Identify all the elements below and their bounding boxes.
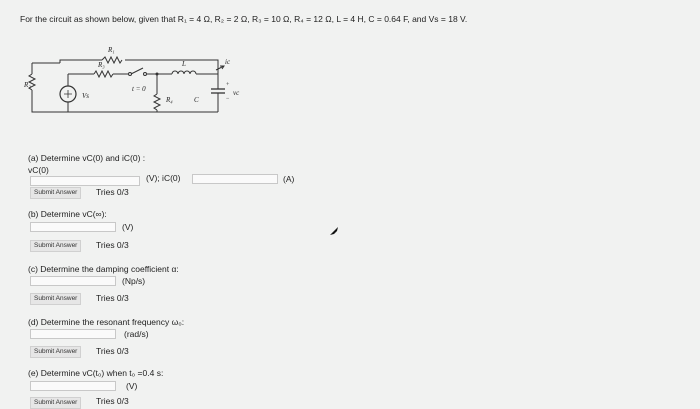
resistor-r4 [154, 94, 160, 110]
part-b-tries: Tries 0/3 [96, 240, 129, 250]
part-c-unit: (Np/s) [122, 276, 146, 286]
part-a-tries: Tries 0/3 [96, 187, 129, 197]
problem-statement: For the circuit as shown below, given that R₁ = 4 Ω, R₂ = 2 Ω, R₃ = 10 Ω, R₄ = 12 Ω, L = 4 H, C = 0.64 F, and Vs = 18 V. [20, 14, 468, 24]
wire-top-left [60, 60, 102, 63]
label-plus: + [226, 82, 230, 88]
label-r1: R₁ [108, 46, 115, 54]
label-vc: vc [233, 89, 240, 97]
resistor-r1 [102, 57, 122, 63]
label-l: L [182, 60, 186, 68]
resistor-r3 [94, 71, 113, 77]
label-c: C [194, 96, 199, 104]
vct0-input[interactable] [30, 381, 116, 391]
switch-blade [131, 68, 143, 74]
source-plus-sign [64, 90, 72, 98]
label-vs: Vs [82, 92, 89, 100]
label-r3: R₃ [98, 61, 105, 69]
part-e-unit: (V) [126, 381, 138, 391]
omega0-input[interactable] [30, 329, 116, 339]
mouse-cursor-icon [329, 226, 339, 236]
vc0-input[interactable] [30, 176, 140, 186]
inductor-l [172, 71, 196, 74]
part-a-label: (a) Determine vC(0) and iC(0) : [28, 153, 146, 163]
label-ic: ic [225, 58, 231, 66]
part-e-label: (e) Determine vC(t₀) when t₀ =0.4 s: [28, 368, 164, 378]
part-a-submit-button[interactable]: Submit Answer [30, 187, 81, 199]
part-c-label: (c) Determine the damping coefficient α: [28, 264, 179, 274]
part-a-field1-label: vC(0) [28, 165, 49, 175]
vcinf-input[interactable] [30, 222, 116, 232]
part-e-tries: Tries 0/3 [96, 396, 129, 406]
label-r4: R₄ [166, 96, 173, 104]
junction-dot [156, 73, 159, 76]
part-d-label: (d) Determine the resonant frequency ω₀: [28, 317, 185, 327]
part-d-submit-button[interactable]: Submit Answer [30, 346, 81, 358]
wire-top-right [125, 60, 218, 74]
part-a-unit1: (V); iC(0) [146, 173, 181, 183]
part-d-unit: (rad/s) [124, 329, 149, 339]
label-minus: − [226, 96, 230, 102]
label-switch: t = 0 [132, 85, 146, 93]
switch-contact-b [144, 73, 147, 76]
part-c-tries: Tries 0/3 [96, 293, 129, 303]
label-r2: R₂ [24, 81, 31, 89]
part-b-submit-button[interactable]: Submit Answer [30, 240, 81, 252]
alpha-input[interactable] [30, 276, 116, 286]
part-b-label: (b) Determine vC(∞): [28, 209, 107, 219]
ic0-input[interactable] [192, 174, 278, 184]
part-b-unit: (V) [122, 222, 134, 232]
part-d-tries: Tries 0/3 [96, 346, 129, 356]
part-e-submit-button[interactable]: Submit Answer [30, 397, 81, 409]
part-c-submit-button[interactable]: Submit Answer [30, 293, 81, 305]
part-a-unit2: (A) [283, 174, 295, 184]
circuit-diagram [22, 40, 252, 125]
